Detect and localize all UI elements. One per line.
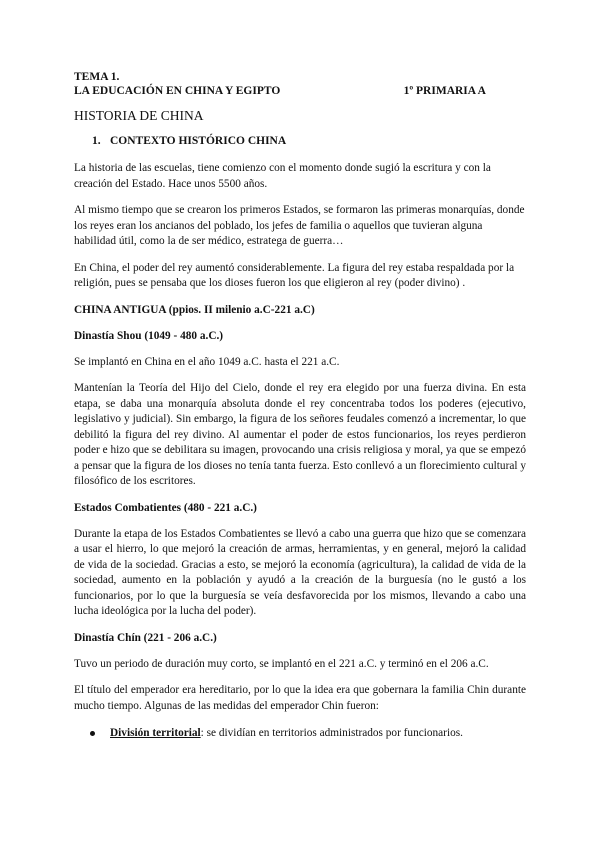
combatientes-heading: Estados Combatientes (480 - 221 a.C.) — [74, 501, 257, 514]
subsection-number: 1. — [92, 135, 101, 147]
subsection-title: CONTEXTO HISTÓRICO CHINA — [110, 135, 287, 147]
combatientes-paragraph-1: Durante la etapa de los Estados Combatientes se llevó a cabo una guerra que hizo que se comenzara a usar el hierro, lo que mejoró la creación de armas, herramientas, y en general, mejoró la calidad de vida de la sociedad. Gracias a esto, se mejoró la economía (agricultura), la calidad de vida de la sociedad, aumento en la población y ayudó a la creación de la burguesía (no le gustó a los funcionarios, por lo que la burguesía se veía desfavorecida por los mismos, llevando a cabo una lucha ideológica por la lucha del poder). — [74, 527, 526, 617]
shou-paragraph-1: Se implantó en China en el año 1049 a.C. hasta el 221 a.C. — [74, 355, 340, 368]
chin-paragraph-1: Tuvo un periodo de duración muy corto, se implantó en el 221 a.C. y terminó en el 206 a.C. — [74, 657, 489, 670]
header-row — [74, 84, 526, 98]
chin-paragraph-2: El título del emperador era hereditario, por lo que la idea era que gobernara la familia Chin durante mucho tiempo. Algunas de las medidas del emperador Chin fueron: — [74, 684, 526, 712]
intro-paragraph-1: La historia de las escuelas, tiene comienzo con el momento donde sugió la escritura y con la creación del Estado. Hace unos 5500 años. — [74, 162, 491, 190]
chin-heading: Dinastía Chín (221 - 206 a.C.) — [74, 631, 217, 644]
course-label: 1º PRIMARIA A — [403, 85, 486, 97]
china-antigua-heading: CHINA ANTIGUA (ppios. II milenio a.C-221 a.C) — [74, 303, 315, 316]
document-page — [74, 70, 526, 741]
bullet-text: : se dividían en territorios administrados por funcionarios. — [200, 727, 463, 739]
tema-label: TEMA 1. — [74, 71, 120, 83]
bullet-term: División territorial — [110, 727, 201, 739]
document-subtitle: LA EDUCACIÓN EN CHINA Y EGIPTO — [74, 85, 281, 97]
intro-paragraph-3: En China, el poder del rey aumentó considerablemente. La figura del rey estaba respaldada por la religión, pues se pensaba que los dioses fueron los que eligieron al rey (poder divino) . — [74, 261, 515, 289]
section-title: HISTORIA DE CHINA — [74, 108, 204, 123]
list-item — [74, 726, 526, 741]
intro-paragraph-2: Al mismo tiempo que se crearon los primeros Estados, se formaron las primeras monarquías, donde los reyes eran los ancianos del poblado, los jefes de familia o aquellos que tuvieran alguna habilidad útil, como la de ser médico, estratega de guerra… — [74, 204, 525, 247]
subsection-heading — [92, 134, 526, 148]
shou-heading: Dinastía Shou (1049 - 480 a.C.) — [74, 329, 224, 342]
bullet-icon — [90, 731, 95, 736]
shou-paragraph-2: Mantenían la Teoría del Hijo del Cielo, donde el rey era elegido por una fuerza divina. En esta etapa, se daba una monarquía absoluta donde el rey concentraba todos los poderes (ejecutivo, legislativo y judicial). Sin embargo, la figura de los señores feudales comenzó a incrementar, lo que debilitó la figura del rey divino. Al aumentar el poder de estos funcionarios, los reyes perdieron poder e hizo que se debilitara su imagen, provocando una crisis religiosa y moral, ya que se empezó a pensar que la figura de los dioses no tenía tanta fuerza. Esto conllevó a un florecimiento cultural y filosófico de los escritores. — [74, 382, 526, 487]
chin-measures-list — [74, 726, 526, 741]
